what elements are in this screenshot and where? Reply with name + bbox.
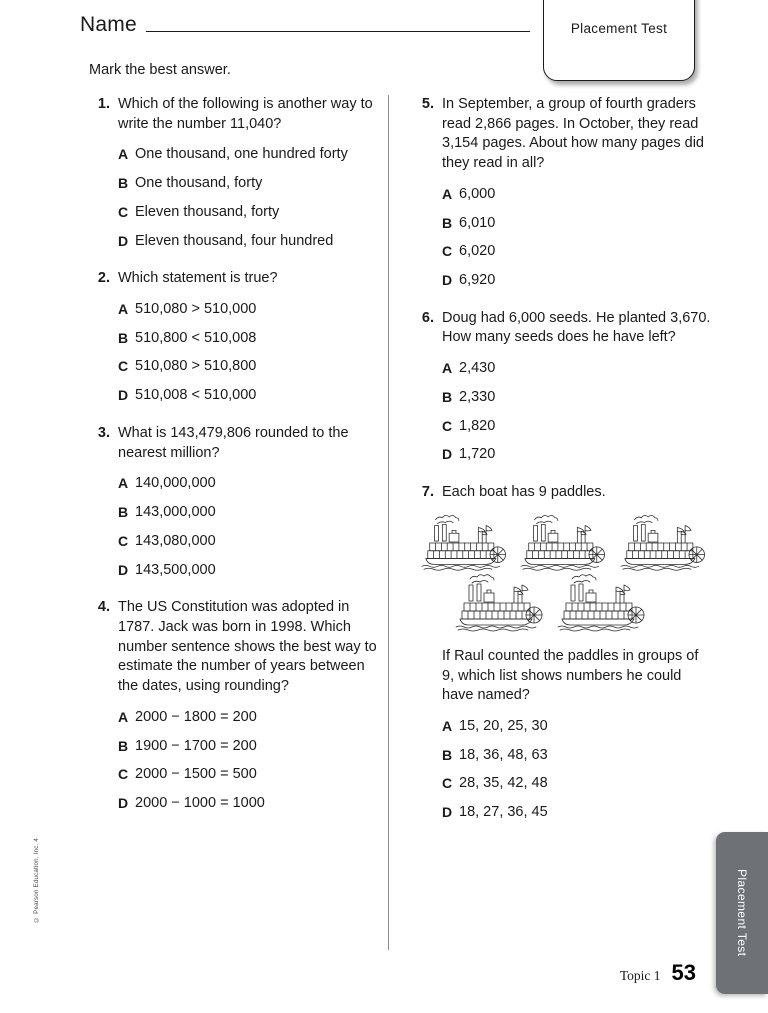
column-divider (388, 95, 389, 950)
question-header (412, 483, 712, 503)
copyright-notice: © Pearson Education, Inc. 4 (33, 838, 40, 923)
choice-letter: B (118, 737, 129, 754)
question-2 (88, 269, 388, 406)
question-text: Which of the following is another way to write the number 11,040? (118, 96, 373, 132)
answer-choice-d[interactable] (118, 794, 388, 814)
choice-letter: B (118, 175, 129, 192)
answer-choice-b[interactable] (442, 746, 712, 766)
answer-choices (412, 359, 712, 465)
choice-letter: A (118, 146, 129, 163)
paddle-steamboat-icon (619, 511, 712, 575)
paddle-steamboat-icon (519, 511, 612, 575)
answer-choice-d[interactable] (118, 386, 388, 406)
choice-text: Eleven thousand, forty (135, 203, 280, 220)
answer-choice-c[interactable] (118, 357, 388, 377)
answer-choices (412, 185, 712, 291)
question-text: Which statement is true? (118, 270, 278, 287)
answer-choice-c[interactable] (442, 774, 712, 794)
answer-choices (88, 300, 388, 406)
answer-choice-d[interactable] (118, 561, 388, 581)
answer-choice-c[interactable] (442, 417, 712, 437)
side-placement-test-tab (716, 832, 768, 994)
question-number: 4. (97, 599, 110, 616)
choice-text: 6,010 (459, 214, 496, 231)
choice-letter: A (442, 717, 453, 734)
choice-letter: D (442, 804, 453, 821)
question-6 (412, 309, 712, 465)
footer-topic-label: Topic 1 (619, 968, 661, 983)
choice-text: 143,500,000 (135, 561, 216, 578)
question-number: 1. (97, 96, 110, 112)
choice-letter: D (118, 794, 129, 811)
choice-letter: C (118, 532, 129, 549)
answer-choice-c[interactable] (118, 532, 388, 552)
paddle-steamboat-icon (420, 511, 513, 575)
question-1 (88, 95, 388, 251)
question-number: 2. (97, 270, 110, 287)
choice-text: 140,000,000 (135, 475, 216, 492)
answer-choice-b[interactable] (442, 214, 712, 234)
name-write-line[interactable] (146, 31, 530, 32)
answer-choice-c[interactable] (118, 765, 388, 785)
choice-letter: C (118, 358, 129, 375)
answer-choice-a[interactable] (442, 185, 712, 205)
choice-text: 1,720 (459, 446, 496, 463)
question-5 (412, 95, 712, 291)
choice-text: 18, 36, 48, 63 (459, 746, 548, 763)
choice-text: 15, 20, 25, 30 (459, 717, 548, 734)
answer-choice-a[interactable] (442, 359, 712, 379)
choice-text: One thousand, one hundred forty (135, 146, 348, 163)
choice-text: 6,920 (459, 272, 496, 289)
choice-text: 2000 − 1500 = 500 (135, 766, 257, 783)
footer-page-number: 53 (671, 960, 696, 985)
question-number: 6. (421, 309, 434, 326)
choice-text: 510,008 < 510,000 (135, 387, 257, 404)
answer-choice-a[interactable] (118, 145, 388, 165)
answer-choice-d[interactable] (442, 271, 712, 291)
answer-choice-a[interactable] (442, 717, 712, 737)
boat-row-top (420, 511, 712, 575)
question-header (412, 309, 712, 348)
question-header (88, 269, 388, 289)
answer-choice-c[interactable] (118, 203, 388, 223)
question-number: 5. (421, 96, 434, 112)
answer-choice-c[interactable] (442, 242, 712, 262)
question-number: 7. (421, 484, 434, 501)
choice-letter: C (442, 243, 453, 260)
answer-choice-b[interactable] (118, 503, 388, 523)
choice-text: 2000 − 1800 = 200 (135, 708, 257, 725)
answer-choice-d[interactable] (442, 445, 712, 465)
choice-text: 1900 − 1700 = 200 (135, 737, 257, 754)
questions-column-right (412, 95, 712, 841)
choice-letter: B (118, 329, 129, 346)
choice-letter: C (442, 417, 453, 434)
choice-text: 1,820 (459, 417, 496, 434)
choice-letter: B (118, 504, 129, 521)
name-label: Name (80, 13, 137, 36)
answer-choices (412, 717, 712, 823)
choice-letter: A (442, 185, 453, 202)
answer-choice-a[interactable] (118, 300, 388, 320)
choice-text: 6,020 (459, 243, 496, 260)
question-3 (88, 424, 388, 580)
name-field-row (80, 14, 530, 35)
choice-letter: B (442, 388, 453, 405)
boat-row-bottom (420, 571, 712, 635)
instruction-text: Mark the best answer. (89, 62, 231, 78)
choice-text: 143,000,000 (135, 504, 216, 521)
choice-letter: A (442, 360, 453, 377)
question-header (88, 598, 388, 697)
choice-text: 510,800 < 510,008 (135, 329, 257, 346)
question-text: Doug had 6,000 seeds. He planted 3,670. How many seeds does he have left? (442, 309, 711, 346)
header-placement-test-tab (543, 0, 695, 81)
question-4 (88, 598, 388, 813)
answer-choice-d[interactable] (118, 232, 388, 252)
choice-letter: A (118, 708, 129, 725)
choice-text: 28, 35, 42, 48 (459, 775, 548, 792)
choice-letter: B (442, 746, 453, 763)
question-followup-text: If Raul counted the paddles in groups of 9, which list shows numbers he could have named? (442, 647, 699, 704)
answer-choice-b[interactable] (118, 329, 388, 349)
answer-choice-b[interactable] (442, 388, 712, 408)
answer-choice-b[interactable] (118, 737, 388, 757)
choice-letter: D (118, 561, 129, 578)
paddle-steamboat-icon (454, 571, 550, 635)
page-footer (620, 960, 696, 986)
answer-choices (88, 474, 388, 580)
choice-letter: D (442, 446, 453, 463)
answer-choice-b[interactable] (118, 174, 388, 194)
choice-letter: A (118, 475, 129, 492)
question-header (88, 95, 388, 134)
choice-letter: C (442, 775, 453, 792)
choice-letter: D (118, 232, 129, 249)
header-tab-label: Placement Test (570, 21, 668, 36)
choice-text: 2,330 (459, 388, 496, 405)
choice-letter: C (118, 203, 129, 220)
choice-letter: B (442, 214, 453, 231)
answer-choice-d[interactable] (442, 803, 712, 823)
choice-text: 6,000 (459, 185, 496, 202)
answer-choices (88, 708, 388, 814)
choice-letter: C (118, 766, 129, 783)
choice-text: 2000 − 1000 = 1000 (135, 794, 265, 811)
answer-choice-a[interactable] (118, 708, 388, 728)
side-tab-label: Placement Test (735, 869, 749, 957)
question-header (412, 95, 712, 174)
choice-letter: D (442, 272, 453, 289)
answer-choices (88, 145, 388, 251)
choice-letter: A (118, 301, 129, 318)
question-7 (412, 483, 712, 823)
question-text: In September, a group of fourth graders read 2,866 pages. In October, they read 3,154 pages. About how many pages did they read in all? (442, 96, 704, 172)
choice-text: 143,080,000 (135, 532, 216, 549)
paddle-steamboat-illustration (412, 511, 712, 635)
question-text: The US Constitution was adopted in 1787. Jack was born in 1998. Which number sentence shows the best way to estimate the number of years between the dates, using rounding? (118, 599, 377, 695)
questions-column-left (88, 95, 388, 832)
question-number: 3. (97, 424, 110, 441)
choice-text: Eleven thousand, four hundred (135, 232, 334, 249)
answer-choice-a[interactable] (118, 474, 388, 494)
paddle-steamboat-icon (556, 571, 652, 635)
choice-text: One thousand, forty (135, 175, 263, 192)
choice-text: 510,080 > 510,800 (135, 358, 257, 375)
question-text: What is 143,479,806 rounded to the nearest million? (118, 424, 349, 461)
question-header (88, 424, 388, 463)
choice-text: 2,430 (459, 360, 496, 377)
choice-letter: D (118, 387, 129, 404)
choice-text: 510,080 > 510,000 (135, 301, 257, 318)
choice-text: 18, 27, 36, 45 (459, 804, 548, 821)
question-text: Each boat has 9 paddles. (442, 484, 606, 501)
